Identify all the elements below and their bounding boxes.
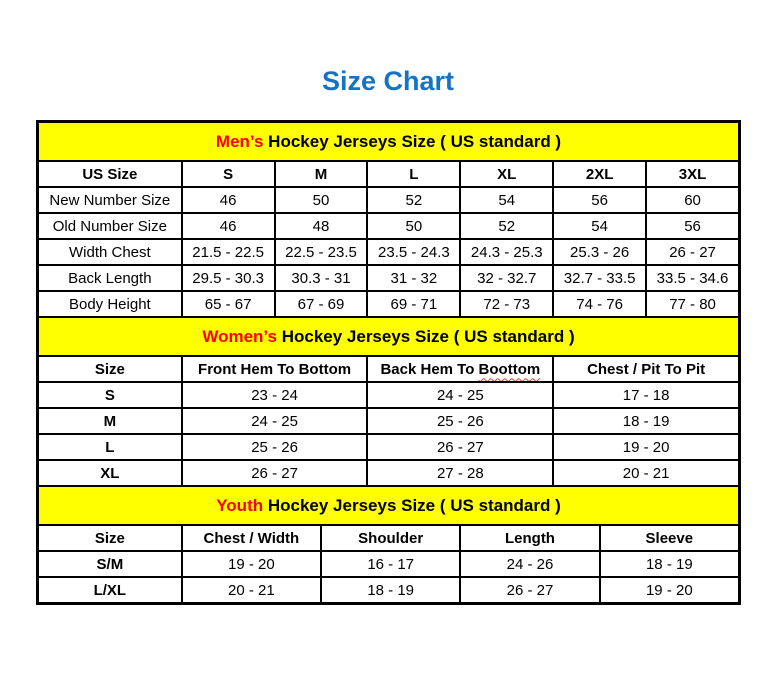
size-cell: 56 bbox=[553, 187, 646, 213]
size-cell: 33.5 - 34.6 bbox=[646, 265, 739, 291]
size-cell: 65 - 67 bbox=[182, 291, 275, 317]
size-cell: 26 - 27 bbox=[646, 239, 739, 265]
size-cell: 31 - 32 bbox=[367, 265, 460, 291]
table-row bbox=[38, 187, 739, 213]
size-cell: 26 - 27 bbox=[367, 434, 553, 460]
size-cell: 50 bbox=[367, 213, 460, 239]
column-header: 2XL bbox=[553, 161, 646, 187]
size-cell: 24 - 25 bbox=[367, 382, 553, 408]
size-cell: 17 - 18 bbox=[553, 382, 739, 408]
page-title: Size Chart bbox=[321, 66, 455, 96]
column-header: 3XL bbox=[646, 161, 739, 187]
column-header: S bbox=[182, 161, 275, 187]
size-cell: 16 - 17 bbox=[321, 551, 460, 577]
size-cell: 32.7 - 33.5 bbox=[553, 265, 646, 291]
band-rest: Hockey Jerseys Size ( US standard ) bbox=[263, 131, 562, 151]
size-cell: 26 - 27 bbox=[460, 577, 599, 603]
row-label: S/M bbox=[38, 551, 182, 577]
womens-band-row bbox=[38, 317, 739, 356]
column-header: Size bbox=[38, 525, 182, 551]
womens-header-row bbox=[38, 356, 739, 382]
size-cell: 72 - 73 bbox=[460, 291, 553, 317]
column-header: Chest / Pit To Pit bbox=[553, 356, 739, 382]
size-cell: 18 - 19 bbox=[321, 577, 460, 603]
size-cell: 24 - 26 bbox=[460, 551, 599, 577]
size-cell: 26 - 27 bbox=[182, 460, 368, 486]
womens-size-table bbox=[37, 316, 740, 487]
size-cell: 23 - 24 bbox=[182, 382, 368, 408]
size-cell: 27 - 28 bbox=[367, 460, 553, 486]
size-cell: 21.5 - 22.5 bbox=[182, 239, 275, 265]
size-cell: 46 bbox=[182, 187, 275, 213]
size-cell: 29.5 - 30.3 bbox=[182, 265, 275, 291]
column-header: Shoulder bbox=[321, 525, 460, 551]
row-label: L/XL bbox=[38, 577, 182, 603]
size-cell: 24 - 25 bbox=[182, 408, 368, 434]
size-cell: 18 - 19 bbox=[553, 408, 739, 434]
table-row bbox=[38, 265, 739, 291]
mens-size-table bbox=[37, 121, 740, 318]
size-cell: 18 - 19 bbox=[600, 551, 739, 577]
size-cell: 20 - 21 bbox=[553, 460, 739, 486]
column-header: L bbox=[367, 161, 460, 187]
size-cell: 77 - 80 bbox=[646, 291, 739, 317]
column-header: Front Hem To Bottom bbox=[182, 356, 368, 382]
column-header: Chest / Width bbox=[182, 525, 321, 551]
size-cell: 69 - 71 bbox=[367, 291, 460, 317]
youth-band-row bbox=[38, 486, 739, 525]
youth-band-title bbox=[38, 486, 739, 525]
row-label: Body Height bbox=[38, 291, 182, 317]
row-label: L bbox=[38, 434, 182, 460]
column-header: XL bbox=[460, 161, 553, 187]
column-header bbox=[367, 356, 553, 382]
size-cell: 52 bbox=[460, 213, 553, 239]
band-highlight: Men’s bbox=[215, 131, 264, 151]
size-cell: 74 - 76 bbox=[553, 291, 646, 317]
table-row bbox=[38, 577, 739, 603]
size-cell: 25 - 26 bbox=[182, 434, 368, 460]
size-cell: 46 bbox=[182, 213, 275, 239]
row-label: M bbox=[38, 408, 182, 434]
row-label: Old Number Size bbox=[38, 213, 182, 239]
size-cell: 56 bbox=[646, 213, 739, 239]
table-row bbox=[38, 434, 739, 460]
column-header: US Size bbox=[38, 161, 182, 187]
table-row bbox=[38, 382, 739, 408]
size-cell: 50 bbox=[275, 187, 368, 213]
size-cell: 19 - 20 bbox=[600, 577, 739, 603]
mens-band-title bbox=[38, 122, 739, 161]
mens-header-row bbox=[38, 161, 739, 187]
youth-header-row bbox=[38, 525, 739, 551]
size-cell: 60 bbox=[646, 187, 739, 213]
size-cell: 20 - 21 bbox=[182, 577, 321, 603]
band-rest: Hockey Jerseys Size ( US standard ) bbox=[263, 495, 561, 515]
row-label: S bbox=[38, 382, 182, 408]
size-cell: 23.5 - 24.3 bbox=[367, 239, 460, 265]
table-row bbox=[38, 291, 739, 317]
size-cell: 54 bbox=[553, 213, 646, 239]
column-header: Length bbox=[460, 525, 599, 551]
size-cell: 32 - 32.7 bbox=[460, 265, 553, 291]
womens-band-title bbox=[38, 317, 739, 356]
misspelled-word: Boottom bbox=[478, 360, 541, 378]
band-highlight: Women’s bbox=[202, 326, 277, 346]
size-cell: 48 bbox=[275, 213, 368, 239]
mens-band-row bbox=[38, 122, 739, 161]
size-cell: 25 - 26 bbox=[367, 408, 553, 434]
row-label: XL bbox=[38, 460, 182, 486]
table-row bbox=[38, 551, 739, 577]
size-cell: 52 bbox=[367, 187, 460, 213]
band-rest: Hockey Jerseys Size ( US standard ) bbox=[276, 326, 575, 346]
column-header: Size bbox=[38, 356, 182, 382]
table-row bbox=[38, 408, 739, 434]
table-row bbox=[38, 239, 739, 265]
size-cell: 19 - 20 bbox=[182, 551, 321, 577]
row-label: New Number Size bbox=[38, 187, 182, 213]
size-tables bbox=[36, 120, 741, 605]
table-row bbox=[38, 213, 739, 239]
band-highlight: Youth bbox=[216, 495, 264, 515]
table-row bbox=[38, 460, 739, 486]
column-header: M bbox=[275, 161, 368, 187]
row-label: Back Length bbox=[38, 265, 182, 291]
column-header-text: Back Hem To bbox=[380, 360, 479, 378]
size-cell: 22.5 - 23.5 bbox=[275, 239, 368, 265]
youth-size-table bbox=[37, 485, 740, 604]
column-header: Sleeve bbox=[600, 525, 739, 551]
size-cell: 30.3 - 31 bbox=[275, 265, 368, 291]
row-label: Width Chest bbox=[38, 239, 182, 265]
size-cell: 19 - 20 bbox=[553, 434, 739, 460]
size-cell: 25.3 - 26 bbox=[553, 239, 646, 265]
size-cell: 54 bbox=[460, 187, 553, 213]
size-cell: 67 - 69 bbox=[275, 291, 368, 317]
size-cell: 24.3 - 25.3 bbox=[460, 239, 553, 265]
